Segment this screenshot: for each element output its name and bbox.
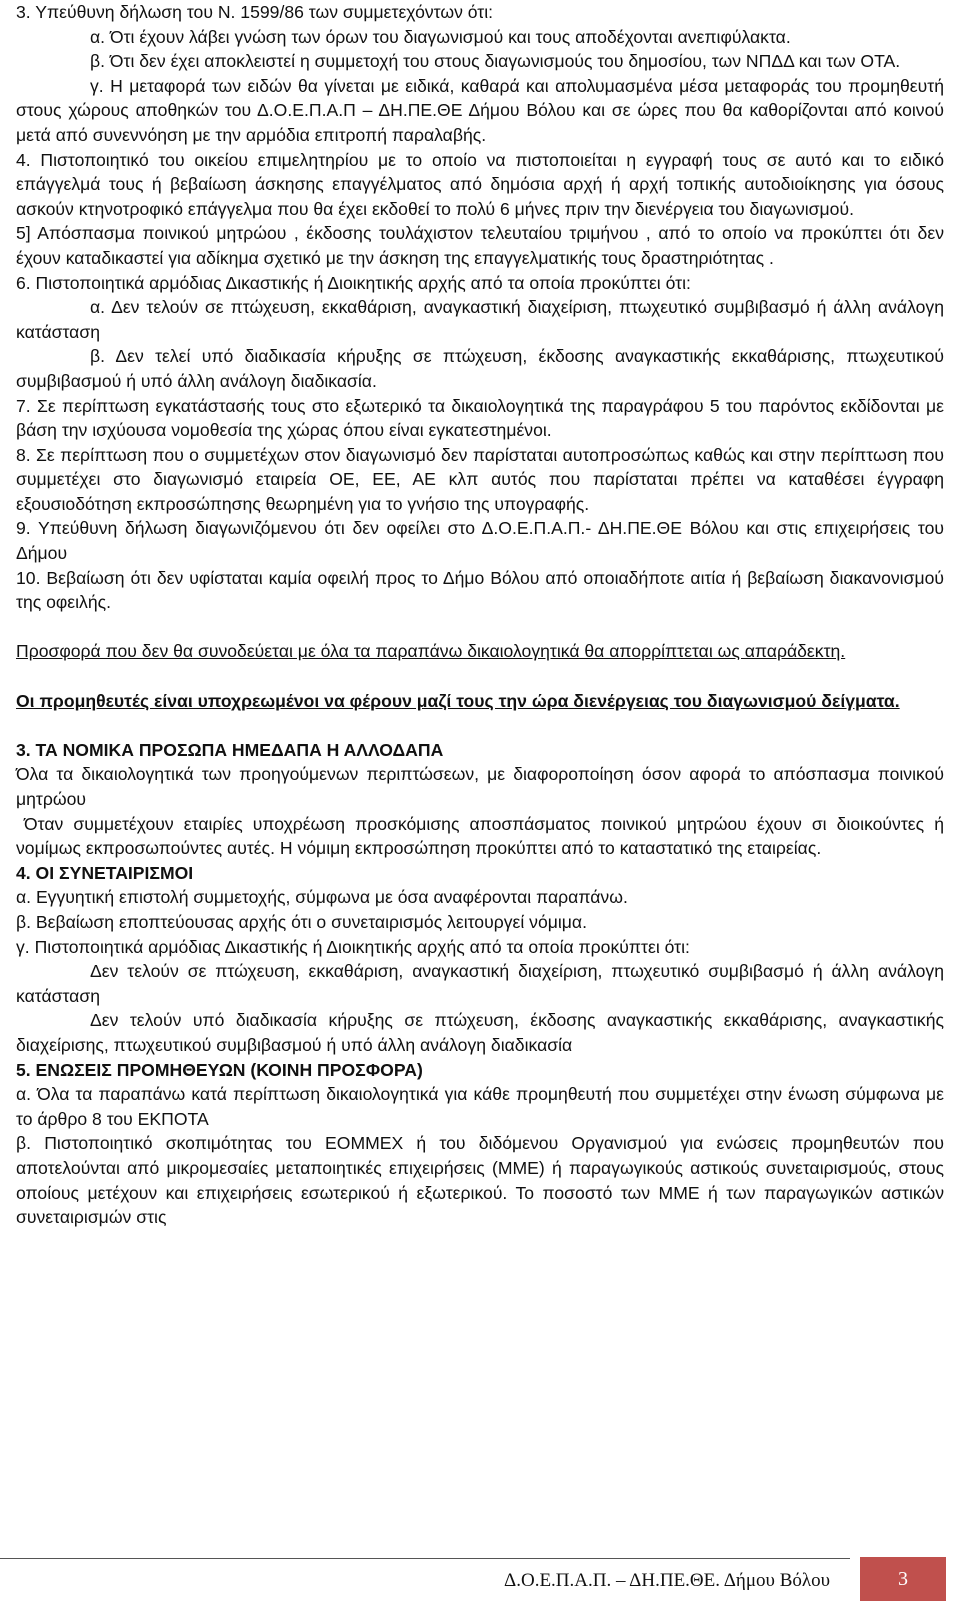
footer-organization: Δ.Ο.Ε.Π.Α.Π. – ΔΗ.ΠΕ.ΘΕ. Δήμου Βόλου — [504, 1570, 830, 1591]
spacer — [16, 664, 944, 689]
item-10: 10. Βεβαίωση ότι δεν υφίσταται καμία οφειλή προς το Δήμο Βόλου από οποιαδήποτε αιτία ή βεβαίωση διακανονισμού της οφειλής. — [16, 567, 944, 613]
item-4: 4. Πιστοποιητικό του οικείου επιμελητηρίου με το οποίο να πιστοποιείται η εγγραφή τους σε αυτό και το ειδικό επάγγελμά τους ή βεβαίωση άσκησης επαγγέλματος από δημόσια αρχή ή αρχή τοπικής αυτοδιοίκησης για όσους ασκούν κτηνοτροφικό επάγγελμα που θα έχει εκδοθεί το πολύ 6 μήνες πριν την διενέργεια του διαγωνισμού. — [16, 149, 944, 219]
footer-divider — [0, 1558, 850, 1559]
samples-note: Οι προμηθευτές είναι υποχρεωμένοι να φέρουν μαζί τους την ώρα διενέργειας του διαγωνισμού δείγματα. — [16, 690, 900, 711]
section-3-para-1: Όλα τα δικαιολογητικά των προηγούμενων περιπτώσεων, με διαφοροποίηση όσον αφορά το απόσπασμα ποινικού μητρώου — [16, 764, 944, 809]
section-4c: γ. Πιστοποιητικά αρμόδιας Δικαστικής ή Διοικητικής αρχής από τα οποία προκύπτει ότι: — [16, 936, 690, 957]
rejection-note: Προσφορά που δεν θα συνοδεύεται με όλα τα παραπάνω δικαιολογητικά θα απορρίπτεται ως απαράδεκτη. — [16, 641, 846, 662]
page-footer — [0, 1551, 960, 1601]
document-body — [16, 0, 944, 1230]
item-9: 9. Υπεύθυνη δήλωση διαγωνιζόμενου ότι δεν οφείλει στο Δ.Ο.Ε.Π.Α.Π.- ΔΗ.ΠΕ.ΘΕ Βόλου και στις επιχειρήσεις του Δήμου — [16, 518, 944, 564]
section-4a: α. Εγγυητική επιστολή συμμετοχής, σύμφωνα με όσα αναφέρονται παραπάνω. — [16, 887, 628, 908]
section-4c-item-2: Δεν τελούν υπό διαδικασία κήρυξης σε πτώχευση, έκδοσης αναγκαστικής εκκαθάρισης, αναγκαστικής διαχείρισης, πτωχευτικού συμβιβασμού ή υπό άλλη ανάλογη διαδικασία — [16, 1010, 944, 1055]
section-3-para-2: Όταν συμμετέχουν εταιρίες υποχρέωση προσκόμισης αποσπάσματος ποινικού μητρώου έχουν σι διοικούντες ή νομίμως εκπροσωπούντες αυτές. Η νόμιμη εκπροσώπηση προκύπτει από το καταστατικό της εταιρείας. — [16, 813, 944, 859]
item-3c: γ. Η μεταφορά των ειδών θα γίνεται με ειδικά, καθαρά και απολυμασμένα μέσα μεταφοράς του προμηθευτή στους χώρους αποθηκών του Δ.Ο.Ε.Π.Α.Π – ΔΗ.ΠΕ.ΘΕ Δήμου Βόλου και σε ώρες που θα καθορίζονται από κοινού μετά από συνεννόηση με την αρμόδια επιτροπή παραλαβής. — [16, 75, 944, 145]
section-5-heading: 5. ΕΝΩΣΕΙΣ ΠΡΟΜΗΘΕΥΩΝ (ΚΟΙΝΗ ΠΡΟΣΦΟΡΑ) — [16, 1059, 423, 1080]
page-number-badge: 3 — [860, 1557, 946, 1601]
item-6a: α. Δεν τελούν σε πτώχευση, εκκαθάριση, αναγκαστική διαχείριση, πτωχευτικό συμβιβασμό ή άλλη ανάλογη κατάσταση — [16, 297, 944, 342]
spacer — [16, 713, 944, 738]
section-4c-item-1: Δεν τελούν σε πτώχευση, εκκαθάριση, αναγκαστική διαχείριση, πτωχευτικό συμβιβασμό ή άλλη ανάλογη κατάσταση — [16, 961, 944, 1006]
item-6b: β. Δεν τελεί υπό διαδικασία κήρυξης σε πτώχευση, έκδοσης αναγκαστικής εκκαθάρισης, πτωχευτικού συμβιβασμού ή υπό άλλη ανάλογη διαδικασία. — [16, 346, 944, 391]
item-3-heading: 3. Υπεύθυνη δήλωση του Ν. 1599/86 των συμμετεχόντων ότι: — [16, 2, 494, 22]
section-4-heading: 4. ΟΙ ΣΥΝΕΤΑΙΡΙΣΜΟΙ — [16, 862, 194, 883]
item-3b: β. Ότι δεν έχει αποκλειστεί η συμμετοχή του στους διαγωνισμούς του δημοσίου, των ΝΠΔΔ και των ΟΤΑ. — [90, 51, 901, 72]
spacer — [16, 615, 944, 640]
item-6-heading: 6. Πιστοποιητικά αρμόδιας Δικαστικής ή Διοικητικής αρχής από τα οποία προκύπτει ότι: — [16, 272, 691, 293]
item-7: 7. Σε περίπτωση εγκατάστασής τους στο εξωτερικό τα δικαιολογητικά της παραγράφου 5 του παρόντος εκδίδονται με βάση την ισχύουσα νομοθεσία της χώρας όπου είναι εγκατεστημένοι. — [16, 395, 944, 441]
item-3a: α. Ότι έχουν λάβει γνώση των όρων του διαγωνισμού και τους αποδέχονται ανεπιφύλακτα. — [90, 26, 791, 47]
section-5a: α. Όλα τα παραπάνω κατά περίπτωση δικαιολογητικά για κάθε προμηθευτή που συμμετέχει στην ένωση σύμφωνα με το άρθρο 8 του ΕΚΠΟΤΑ — [16, 1084, 944, 1129]
item-5: 5] Απόσπασμα ποινικού μητρώου , έκδοσης τουλάχιστον τελευταίου τριμήνου , από το οποίο να προκύπτει ότι δεν έχουν καταδικαστεί για αδίκημα σχετικό με την άσκηση της επαγγελματικής τους δραστηριότητας . — [16, 223, 944, 268]
section-4b: β. Βεβαίωση εποπτεύουσας αρχής ότι ο συνεταιρισμός λειτουργεί νόμιμα. — [16, 911, 587, 932]
section-5b: β. Πιστοποιητικό σκοπιμότητας του ΕΟΜΜΕΧ ή του διδόμενου Οργανισμού για ενώσεις προμηθευτών που αποτελούνται από μικρομεσαίες μεταποιητικές επιχειρήσεις (ΜΜΕ) ή παραγωγικούς αστικούς συνεταιρισμούς, στους οποίους μετέχουν και επιχειρήσεις εσωτερικού ή εξωτερικού. Το ποσοστό των ΜΜΕ ή των παραγωγικών αστικών συνεταιρισμών στις — [16, 1133, 944, 1228]
section-3-heading: 3. ΤΑ ΝΟΜΙΚΑ ΠΡΟΣΩΠΑ ΗΜΕΔΑΠΑ Η ΑΛΛΟΔΑΠΑ — [16, 739, 444, 760]
item-8: 8. Σε περίπτωση που ο συμμετέχων στον διαγωνισμό δεν παρίσταται αυτοπροσώπως καθώς και στην περίπτωση που συμμετέχει στο διαγωνισμό εταιρεία ΟΕ, ΕΕ, ΑΕ κλπ αυτός που παρίσταται πρέπει να καταθέσει έγγραφη εξουσιοδότηση εκπροσώπησης θεωρημένη για το γνήσιο της υπογραφής. — [16, 444, 944, 514]
